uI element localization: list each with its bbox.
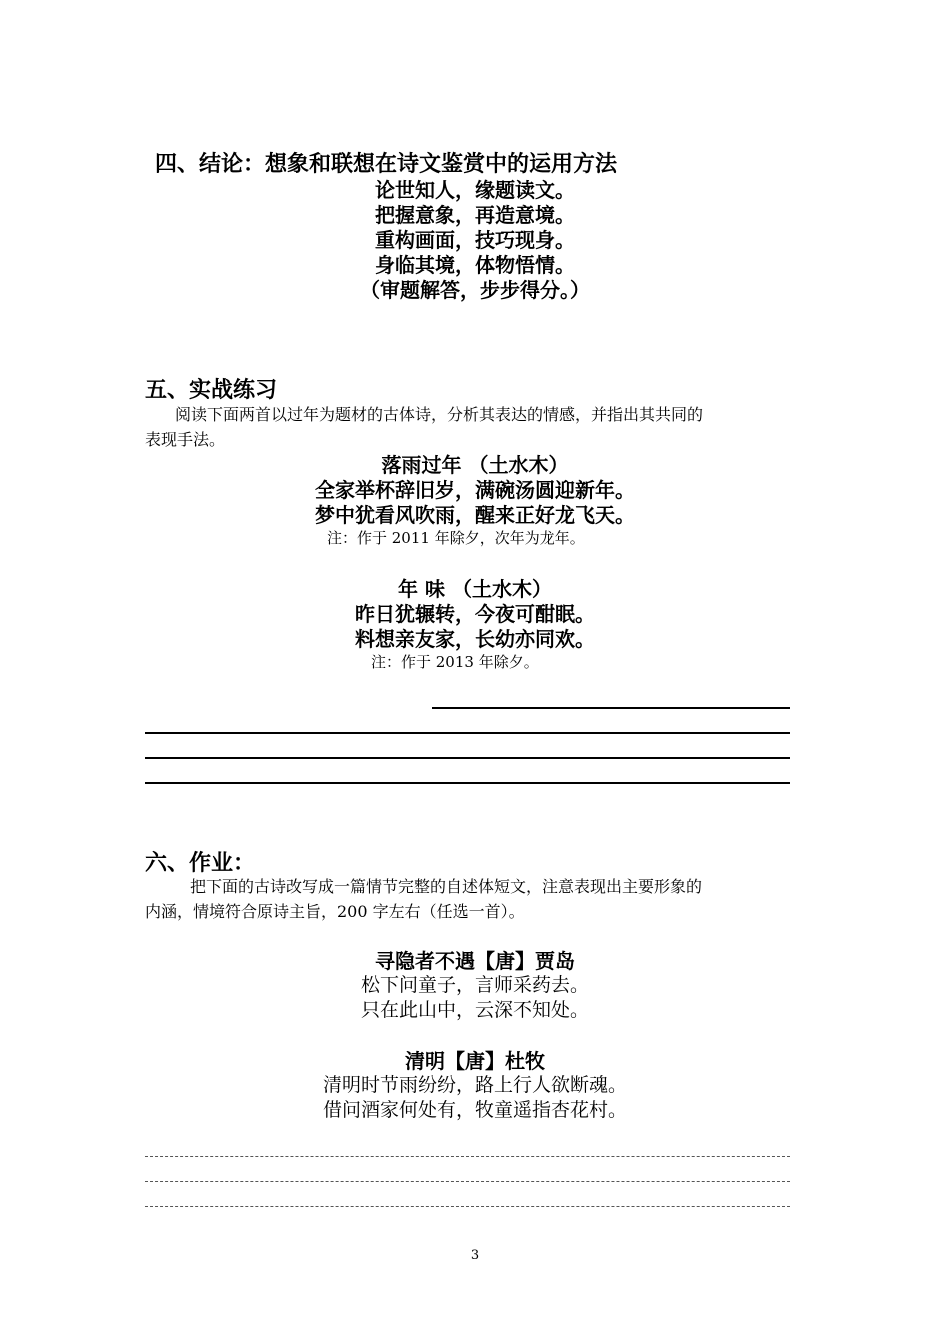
hw-poem1-line-2: 只在此山中，云深不知处。 (360, 999, 589, 1021)
poem2-note: 注：作于 2013 年除夕。 (371, 653, 539, 671)
poem1-line-2: 梦中犹看风吹雨，醒来正好龙飞天。 (315, 503, 635, 527)
answer-line-3 (145, 757, 790, 759)
writing-line-1 (145, 1156, 790, 1157)
sec4-line-1: 论世知人，缘题读文。 (375, 178, 575, 202)
page-number: 3 (470, 1248, 480, 1263)
answer-line-2 (145, 732, 790, 734)
poem2-line-2: 料想亲友家，长幼亦同欢。 (355, 627, 595, 651)
sec6-instruction-line-2: 内涵，情境符合原诗主旨，200 字左右（任选一首）。 (145, 902, 525, 921)
answer-line-1 (432, 707, 790, 709)
sec5-instruction-line-2: 表现手法。 (145, 430, 226, 449)
answer-line-4 (145, 782, 790, 784)
hw-poem2-title: 清明【唐】杜牧 (405, 1049, 545, 1073)
poem1-title: 落雨过年 （土水木） (381, 453, 569, 477)
section-5-heading: 五、实战练习 (145, 378, 278, 403)
sec5-instruction-line-1: 阅读下面两首以过年为题材的古体诗，分析其表达的情感，并指出其共同的 (175, 405, 704, 424)
writing-line-2 (145, 1181, 790, 1182)
writing-line-3 (145, 1206, 790, 1207)
sec4-line-4: 身临其境，体物悟情。 (375, 253, 575, 277)
sec6-instruction-line-1: 把下面的古诗改写成一篇情节完整的自述体短文，注意表现出主要形象的 (190, 877, 703, 896)
hw-poem1-line-1: 松下问童子，言师采药去。 (360, 974, 589, 996)
section-6-heading: 六、作业： (145, 851, 256, 876)
hw-poem1-title: 寻隐者不遇【唐】贾岛 (375, 949, 575, 973)
poem2-line-1: 昨日犹辗转，今夜可酣眠。 (355, 602, 595, 626)
hw-poem2-line-1: 清明时节雨纷纷，路上行人欲断魂。 (322, 1074, 627, 1096)
sec4-line-5: （审题解答，步步得分。） (360, 278, 590, 302)
poem1-note: 注：作于 2011 年除夕，次年为龙年。 (327, 529, 585, 547)
sec4-line-2: 把握意象，再造意境。 (375, 203, 575, 227)
poem2-title: 年 味 （土水木） (398, 577, 552, 601)
poem1-line-1: 全家举杯辞旧岁，满碗汤圆迎新年。 (315, 478, 635, 502)
sec4-line-3: 重构画面，技巧现身。 (375, 228, 575, 252)
section-4-heading: 四、结论：想象和联想在诗文鉴赏中的运用方法 (155, 152, 618, 177)
hw-poem2-line-2: 借问酒家何处有，牧童遥指杏花村。 (322, 1099, 627, 1121)
